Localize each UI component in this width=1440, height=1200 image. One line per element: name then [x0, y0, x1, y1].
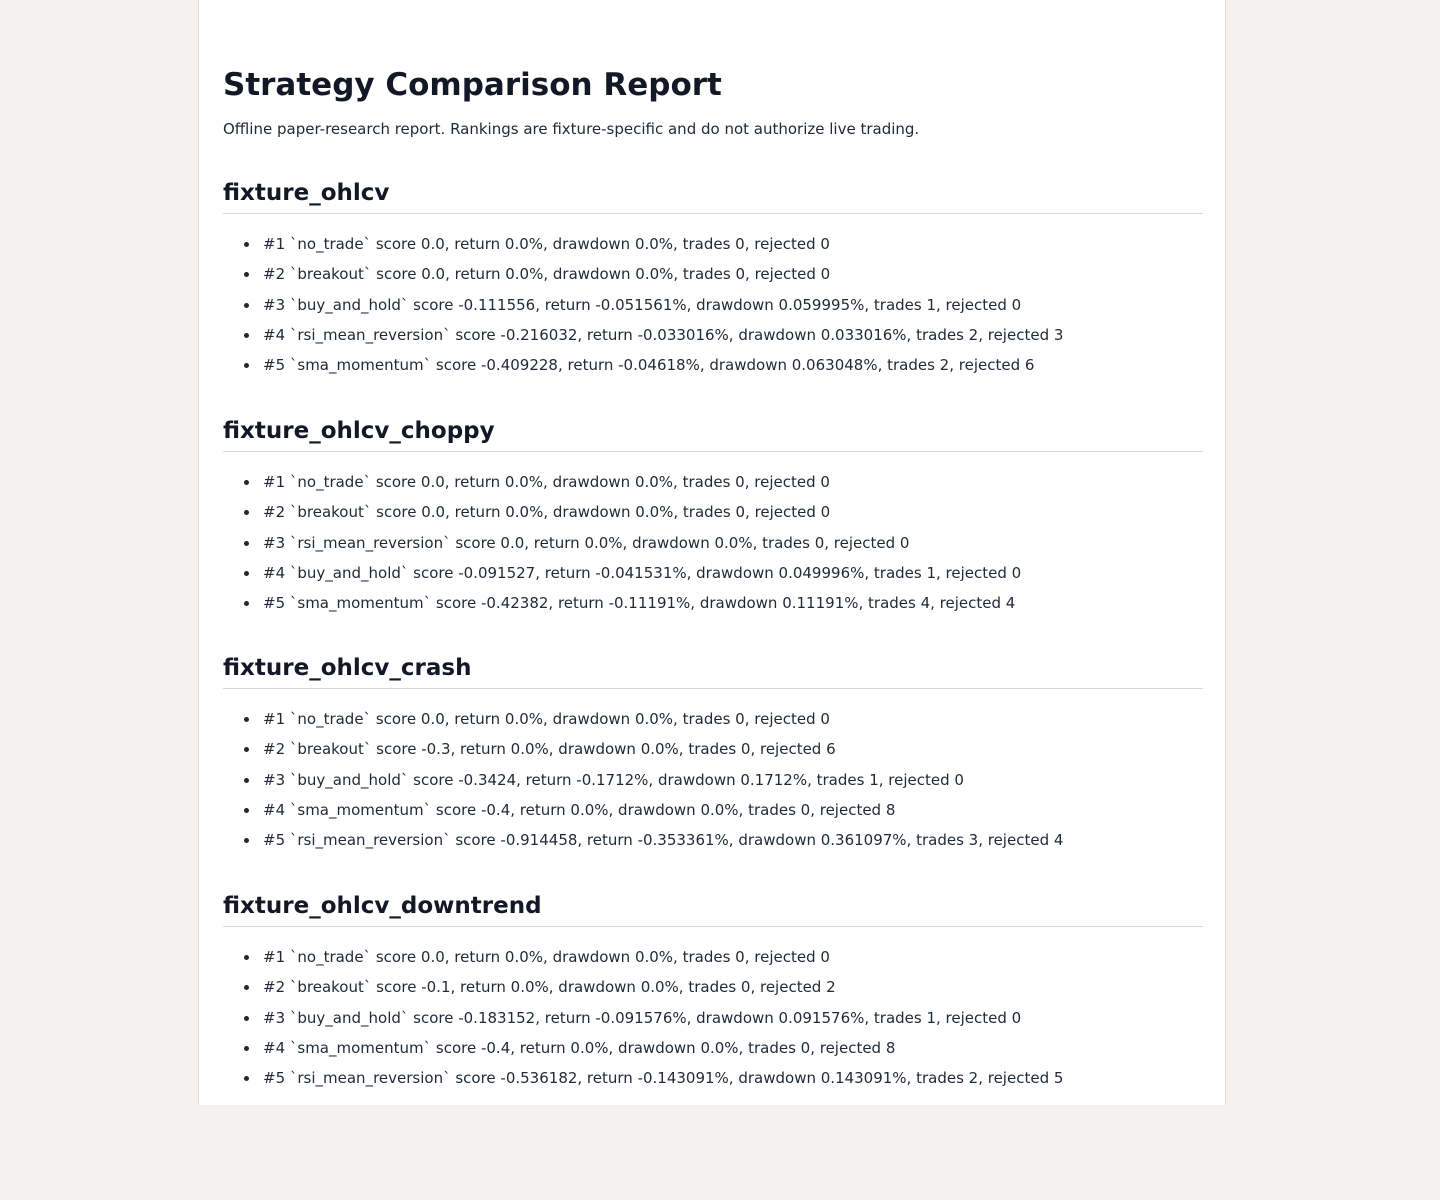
ranking-item	[263, 325, 1203, 345]
bullet-icon	[244, 333, 249, 338]
ranking-text: #3 `buy_and_hold` score -0.183152, return -0.091576%, drawdown 0.091576%, trades 1, rejected 0	[263, 1008, 1022, 1027]
ranking-item	[263, 739, 1203, 759]
bullet-icon	[244, 363, 249, 368]
bullet-icon	[244, 1046, 249, 1051]
ranking-text: #3 `rsi_mean_reversion` score 0.0, return 0.0%, drawdown 0.0%, trades 0, rejected 0	[263, 533, 910, 552]
ranking-text: #4 `sma_momentum` score -0.4, return 0.0%, drawdown 0.0%, trades 0, rejected 8	[263, 1038, 896, 1057]
ranking-text: #1 `no_trade` score 0.0, return 0.0%, drawdown 0.0%, trades 0, rejected 0	[263, 235, 830, 253]
ranking-item	[263, 563, 1203, 583]
page-title: Strategy Comparison Report	[223, 67, 722, 103]
ranking-item	[263, 830, 1203, 850]
report-page	[198, 0, 1226, 1105]
ranking-text: #2 `breakout` score 0.0, return 0.0%, drawdown 0.0%, trades 0, rejected 0	[263, 503, 831, 522]
section-heading: fixture_ohlcv_choppy	[223, 416, 1203, 452]
ranking-text: #5 `sma_momentum` score -0.42382, return -0.11191%, drawdown 0.11191%, trades 4, rejected 4	[263, 594, 1016, 613]
ranking-item	[263, 355, 1203, 375]
ranking-list	[223, 472, 1203, 613]
ranking-item	[263, 295, 1203, 315]
bullet-icon	[244, 747, 249, 752]
bullet-icon	[244, 601, 249, 606]
bullet-icon	[244, 510, 249, 515]
bullet-icon	[244, 303, 249, 308]
bullet-icon	[244, 1016, 249, 1021]
bullet-icon	[244, 955, 249, 960]
fixture-section-downtrend	[223, 891, 1203, 1098]
ranking-text: #3 `buy_and_hold` score -0.111556, return -0.051561%, drawdown 0.059995%, trades 1, rejected 0	[263, 295, 1022, 314]
ranking-text: #2 `breakout` score -0.3, return 0.0%, drawdown 0.0%, trades 0, rejected 6	[263, 740, 836, 759]
ranking-item	[263, 1038, 1203, 1058]
ranking-text: #2 `breakout` score 0.0, return 0.0%, drawdown 0.0%, trades 0, rejected 0	[263, 265, 831, 284]
bullet-icon	[244, 778, 249, 783]
ranking-list	[223, 947, 1203, 1088]
ranking-text: #3 `buy_and_hold` score -0.3424, return -0.1712%, drawdown 0.1712%, trades 1, rejected 0	[263, 770, 964, 789]
ranking-item	[263, 472, 1203, 492]
ranking-text: #5 `sma_momentum` score -0.409228, return -0.04618%, drawdown 0.063048%, trades 2, rejected 6	[263, 356, 1035, 375]
ranking-item	[263, 709, 1203, 729]
ranking-item	[263, 502, 1203, 522]
bullet-icon	[244, 985, 249, 990]
bullet-icon	[244, 717, 249, 722]
ranking-item	[263, 977, 1203, 997]
ranking-item	[263, 1068, 1203, 1088]
ranking-text: #4 `sma_momentum` score -0.4, return 0.0%, drawdown 0.0%, trades 0, rejected 8	[263, 800, 896, 819]
ranking-item	[263, 1008, 1203, 1028]
ranking-item	[263, 947, 1203, 967]
fixture-section-crash	[223, 653, 1203, 860]
ranking-list	[223, 234, 1203, 375]
bullet-icon	[244, 1076, 249, 1081]
bullet-icon	[244, 541, 249, 546]
ranking-item	[263, 234, 1203, 254]
section-heading: fixture_ohlcv_downtrend	[223, 891, 1203, 927]
bullet-icon	[244, 838, 249, 843]
bullet-icon	[244, 480, 249, 485]
ranking-text: #5 `rsi_mean_reversion` score -0.536182, return -0.143091%, drawdown 0.143091%, trades 2, rejected 5	[263, 1069, 1064, 1088]
ranking-item	[263, 533, 1203, 553]
report-content	[223, 66, 1203, 1088]
ranking-list	[223, 709, 1203, 850]
bullet-icon	[244, 571, 249, 576]
ranking-text: #1 `no_trade` score 0.0, return 0.0%, drawdown 0.0%, trades 0, rejected 0	[263, 710, 830, 728]
ranking-item	[263, 770, 1203, 790]
report-disclaimer: Offline paper-research report. Rankings are fixture-specific and do not authorize live trading.	[223, 120, 920, 138]
ranking-text: #1 `no_trade` score 0.0, return 0.0%, drawdown 0.0%, trades 0, rejected 0	[263, 948, 830, 966]
ranking-text: #5 `rsi_mean_reversion` score -0.914458, return -0.353361%, drawdown 0.361097%, trades 3, rejected 4	[263, 831, 1064, 850]
ranking-item	[263, 593, 1203, 613]
bullet-icon	[244, 242, 249, 247]
ranking-item	[263, 800, 1203, 820]
ranking-text: #1 `no_trade` score 0.0, return 0.0%, drawdown 0.0%, trades 0, rejected 0	[263, 473, 830, 491]
fixture-section-ohlcv	[223, 178, 1203, 385]
bullet-icon	[244, 272, 249, 277]
ranking-text: #2 `breakout` score -0.1, return 0.0%, drawdown 0.0%, trades 0, rejected 2	[263, 978, 836, 997]
ranking-text: #4 `rsi_mean_reversion` score -0.216032, return -0.033016%, drawdown 0.033016%, trades 2, rejected 3	[263, 325, 1064, 344]
ranking-text: #4 `buy_and_hold` score -0.091527, return -0.041531%, drawdown 0.049996%, trades 1, rejected 0	[263, 563, 1022, 582]
bullet-icon	[244, 808, 249, 813]
section-heading: fixture_ohlcv_crash	[223, 653, 1203, 689]
section-heading: fixture_ohlcv	[223, 178, 1203, 214]
fixture-section-choppy	[223, 416, 1203, 623]
ranking-item	[263, 264, 1203, 284]
